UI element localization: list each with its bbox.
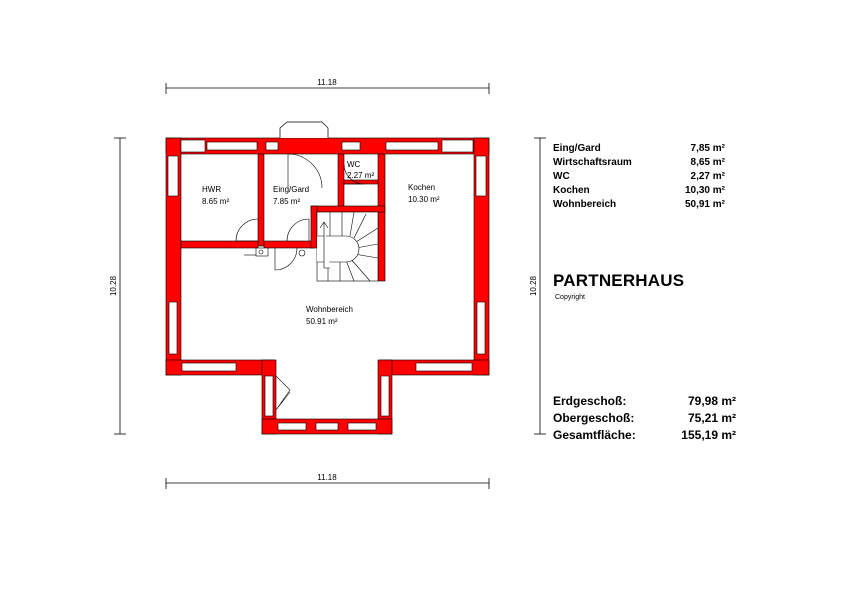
totals-value: 79,98 m² bbox=[687, 394, 736, 408]
totals-label: Obergeschoß: bbox=[553, 411, 635, 425]
area-list-row bbox=[553, 170, 725, 184]
window-top-5 bbox=[386, 142, 438, 150]
totals-value: 75,21 m² bbox=[687, 411, 736, 425]
room-area-wohnbereich: 50.91 m² bbox=[306, 317, 338, 326]
area-list-value: 50,91 m² bbox=[684, 199, 725, 210]
door-entrance bbox=[288, 154, 322, 188]
area-list-name: WC bbox=[553, 171, 570, 182]
area-list-name: Kochen bbox=[553, 185, 590, 196]
staircase bbox=[317, 212, 378, 281]
door-bay-left bbox=[276, 376, 290, 410]
window-bottom-left bbox=[182, 363, 236, 371]
area-list-value: 8,65 m² bbox=[690, 157, 725, 168]
window-left-1 bbox=[168, 156, 178, 196]
window-bay-bottom-2 bbox=[316, 423, 338, 430]
room-name-wohnbereich: Wohnbereich bbox=[306, 305, 353, 314]
area-list-row bbox=[553, 198, 725, 212]
copyright-text: Copyright bbox=[555, 294, 585, 301]
window-top-2 bbox=[207, 142, 257, 150]
wall-horizontal-eing bbox=[264, 241, 314, 248]
window-top-6 bbox=[442, 140, 473, 152]
room-name-hwr: HWR bbox=[202, 185, 222, 194]
totals-row bbox=[553, 410, 736, 427]
canopy-outline bbox=[280, 122, 328, 138]
totals-value: 155,19 m² bbox=[681, 428, 736, 442]
window-right-2 bbox=[477, 302, 485, 354]
room-name-kochen: Kochen bbox=[408, 183, 436, 192]
area-list-row bbox=[553, 184, 725, 198]
wall-wc-kochen bbox=[378, 154, 385, 281]
room-name-eing: Eing/Gard bbox=[273, 185, 310, 194]
entrance-canopy bbox=[280, 122, 328, 138]
wall-horizontal-hwr bbox=[181, 241, 258, 248]
area-list-row bbox=[553, 156, 725, 170]
window-top-3 bbox=[266, 142, 278, 150]
wall-eing-wc bbox=[338, 154, 344, 209]
area-list-name: Wirtschaftsraum bbox=[553, 157, 632, 168]
area-list-name: Eing/Gard bbox=[553, 143, 601, 154]
wall-hwr-eing bbox=[258, 154, 264, 246]
totals-label: Erdgeschoß: bbox=[553, 394, 627, 408]
room-area-kochen: 10.30 m² bbox=[408, 195, 440, 204]
room-name-wc: WC bbox=[347, 160, 361, 169]
window-bay-bottom-1 bbox=[278, 423, 306, 430]
dim-left-label: 10.28 bbox=[109, 275, 118, 297]
stair-inner-curve bbox=[317, 236, 359, 262]
totals-label: Gesamtfläche: bbox=[553, 428, 636, 442]
door-eing-south bbox=[275, 248, 297, 270]
window-left-2 bbox=[169, 302, 177, 354]
room-area-hwr: 8.65 m² bbox=[202, 197, 230, 206]
room-area-wc: 2.27 m² bbox=[347, 171, 375, 180]
wall-stair-left bbox=[311, 206, 317, 248]
wall-wc-bottom bbox=[344, 180, 378, 184]
house-title: PARTNERHAUS bbox=[553, 271, 685, 290]
window-bottom-right bbox=[416, 363, 472, 371]
window-bay-bottom-3 bbox=[348, 423, 376, 430]
window-right-1 bbox=[476, 156, 486, 196]
window-bay-left bbox=[265, 376, 273, 416]
window-bay-right bbox=[381, 376, 389, 416]
wall-stair-top bbox=[311, 206, 385, 212]
area-list-value: 10,30 m² bbox=[684, 185, 725, 196]
door-eing-stair bbox=[287, 219, 309, 241]
totals-row bbox=[553, 393, 736, 410]
room-area-eing: 7.85 m² bbox=[273, 197, 301, 206]
windows bbox=[168, 140, 486, 430]
totals-row bbox=[553, 427, 736, 444]
window-top-4 bbox=[342, 142, 360, 150]
dim-bottom-label: 11.18 bbox=[317, 473, 337, 482]
dim-top-label: 11.18 bbox=[317, 78, 337, 87]
sink-drain bbox=[259, 250, 263, 254]
door-hwr bbox=[236, 219, 258, 241]
area-list-value: 7,85 m² bbox=[690, 143, 725, 154]
totals-list bbox=[553, 393, 736, 444]
exterior-walls bbox=[166, 138, 489, 434]
area-list-value: 2,27 m² bbox=[690, 171, 725, 182]
outlet-marker bbox=[299, 250, 305, 256]
dim-right-label: 10.28 bbox=[529, 275, 538, 297]
area-list-row bbox=[553, 142, 725, 156]
area-list-name: Wohnbereich bbox=[553, 199, 617, 210]
area-list bbox=[553, 142, 725, 212]
window-top-1 bbox=[181, 140, 205, 152]
